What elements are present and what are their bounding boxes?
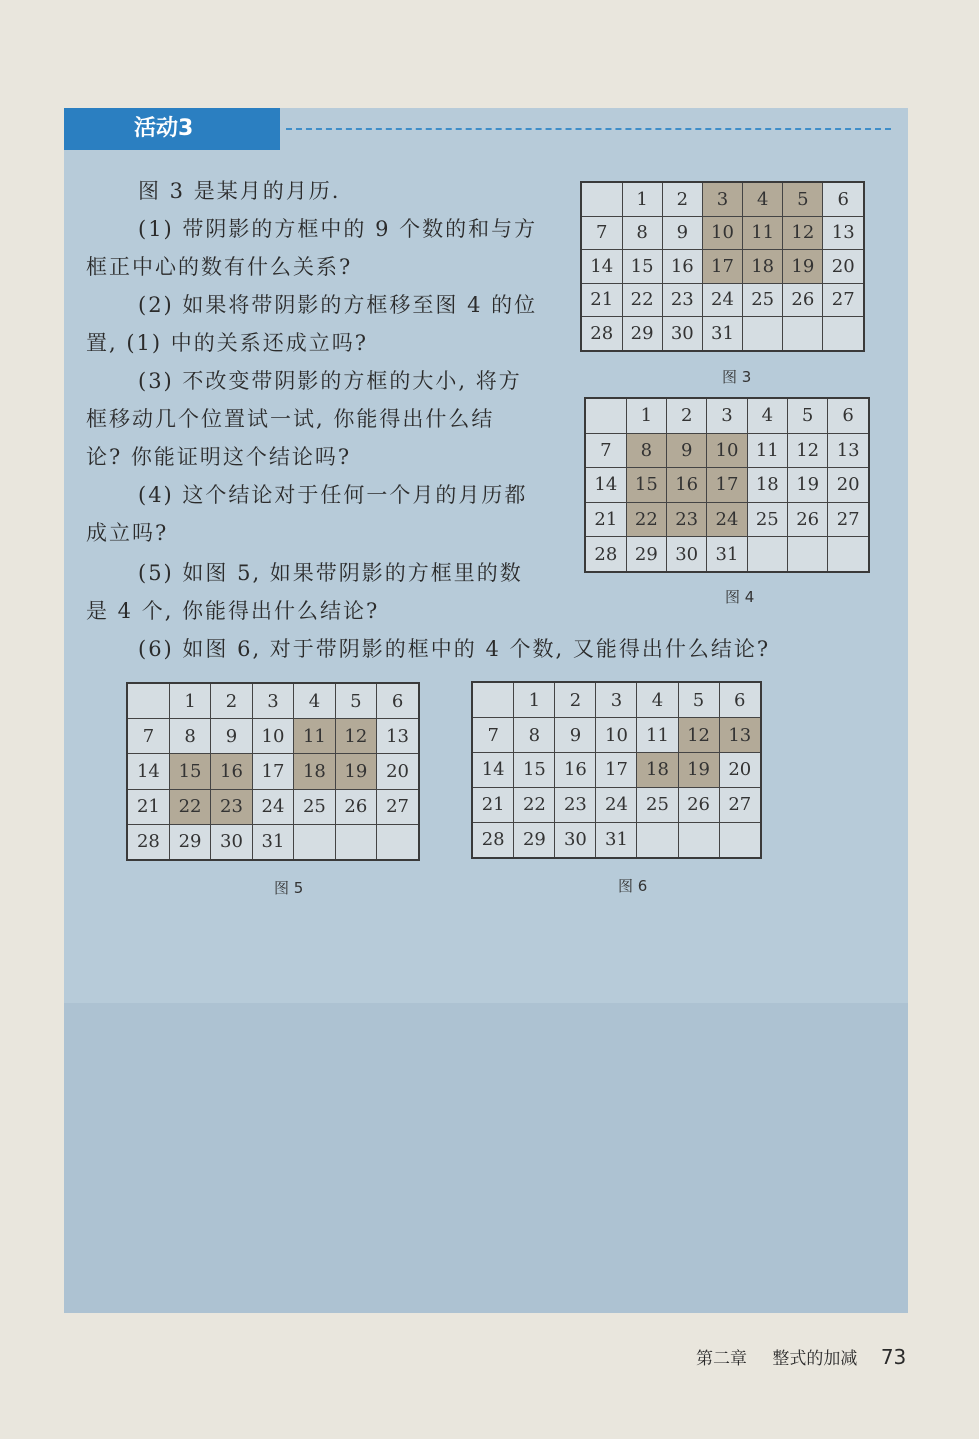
calendar-empty-cell [335, 824, 376, 860]
calendar-day-cell: 15 [626, 468, 666, 502]
calendar-row [581, 250, 864, 283]
calendar-day-cell: 23 [667, 502, 707, 536]
calendar-day-cell: 15 [514, 753, 555, 788]
text-q4-line2: 成立吗? [86, 521, 169, 545]
calendar-day-cell: 9 [211, 719, 252, 754]
calendar-day-cell: 28 [127, 824, 169, 860]
calendar-row [472, 718, 761, 753]
calendar-day-cell: 11 [637, 718, 678, 753]
header-divider [286, 128, 891, 130]
calendar-fig5 [126, 682, 420, 861]
calendar-day-cell: 25 [637, 787, 678, 822]
calendar-empty-cell [585, 398, 626, 433]
calendar-day-cell: 21 [127, 789, 169, 824]
calendar-day-cell: 12 [335, 719, 376, 754]
calendar-day-cell: 13 [719, 718, 761, 753]
caption-fig5: 图 5 [274, 879, 304, 897]
calendar-day-cell: 25 [294, 789, 335, 824]
calendar-empty-cell [743, 317, 783, 351]
text-q2-line1: (2) 如果将带阴影的方框移至图 4 的位 [138, 293, 538, 317]
calendar-day-cell: 25 [747, 502, 787, 536]
calendar-day-cell: 19 [787, 468, 827, 502]
calendar-day-cell: 2 [211, 683, 252, 719]
calendar-row [472, 753, 761, 788]
panel-lower-band [64, 1003, 908, 1313]
calendar-day-cell: 5 [787, 398, 827, 433]
calendar-empty-cell [294, 824, 335, 860]
calendar-day-cell: 31 [596, 822, 637, 858]
calendar-day-cell: 27 [823, 283, 864, 316]
calendar-day-cell: 6 [823, 182, 864, 216]
calendar-day-cell: 21 [472, 787, 514, 822]
calendar-day-cell: 2 [555, 682, 596, 718]
calendar-day-cell: 24 [252, 789, 293, 824]
text-q3-line3: 论? 你能证明这个结论吗? [86, 445, 352, 469]
calendar-day-cell: 13 [828, 433, 869, 467]
calendar-fig3 [580, 181, 865, 352]
calendar-day-cell: 4 [294, 683, 335, 719]
text-q3-line2: 框移动几个位置试一试, 你能得出什么结 [86, 407, 495, 431]
text-q2-line2: 置, (1) 中的关系还成立吗? [86, 331, 369, 355]
calendar-day-cell: 16 [555, 753, 596, 788]
activity-header [64, 108, 280, 150]
calendar-day-cell: 10 [252, 719, 293, 754]
calendar-day-cell: 31 [252, 824, 293, 860]
calendar-day-cell: 28 [472, 822, 514, 858]
calendar-day-cell: 15 [622, 250, 662, 283]
calendar-day-cell: 18 [294, 754, 335, 789]
calendar-day-cell: 11 [294, 719, 335, 754]
calendar-day-cell: 19 [678, 753, 719, 788]
calendar-day-cell: 9 [555, 718, 596, 753]
calendar-day-cell: 1 [514, 682, 555, 718]
calendar-day-cell: 18 [743, 250, 783, 283]
calendar-empty-cell [783, 317, 823, 351]
calendar-day-cell: 12 [787, 433, 827, 467]
calendar-day-cell: 17 [702, 250, 742, 283]
calendar-row [585, 433, 869, 467]
calendar-day-cell: 5 [783, 182, 823, 216]
calendar-day-cell: 14 [127, 754, 169, 789]
calendar-day-cell: 8 [514, 718, 555, 753]
calendar-row [581, 182, 864, 216]
calendar-day-cell: 31 [702, 317, 742, 351]
calendar-empty-cell [747, 537, 787, 572]
calendar-row [585, 537, 869, 572]
calendar-day-cell: 4 [743, 182, 783, 216]
calendar-row [127, 754, 419, 789]
text-q5-line2: 是 4 个, 你能得出什么结论? [86, 599, 380, 623]
calendar-day-cell: 29 [514, 822, 555, 858]
calendar-day-cell: 5 [678, 682, 719, 718]
calendar-day-cell: 14 [581, 250, 622, 283]
calendar-day-cell: 17 [707, 468, 747, 502]
calendar-day-cell: 17 [252, 754, 293, 789]
calendar-day-cell: 25 [743, 283, 783, 316]
calendar-row [581, 216, 864, 249]
footer-chapter: 第二章 [696, 1349, 747, 1369]
calendar-day-cell: 6 [719, 682, 761, 718]
calendar-day-cell: 30 [211, 824, 252, 860]
calendar-day-cell: 26 [783, 283, 823, 316]
text-q4-line1: (4) 这个结论对于任何一个月的月历都 [138, 483, 528, 507]
calendar-row [585, 502, 869, 536]
calendar-empty-cell [377, 824, 419, 860]
calendar-day-cell: 24 [702, 283, 742, 316]
calendar-day-cell: 26 [678, 787, 719, 822]
calendar-day-cell: 28 [581, 317, 622, 351]
calendar-day-cell: 20 [828, 468, 869, 502]
calendar-row [472, 787, 761, 822]
calendar-day-cell: 17 [596, 753, 637, 788]
calendar-day-cell: 29 [622, 317, 662, 351]
calendar-day-cell: 29 [169, 824, 210, 860]
calendar-day-cell: 6 [828, 398, 869, 433]
calendar-day-cell: 2 [662, 182, 702, 216]
calendar-day-cell: 27 [828, 502, 869, 536]
calendar-day-cell: 7 [581, 216, 622, 249]
calendar-day-cell: 22 [626, 502, 666, 536]
calendar-day-cell: 30 [662, 317, 702, 351]
calendar-day-cell: 14 [472, 753, 514, 788]
calendar-day-cell: 10 [707, 433, 747, 467]
calendar-day-cell: 8 [169, 719, 210, 754]
calendar-day-cell: 10 [596, 718, 637, 753]
calendar-row [585, 468, 869, 502]
calendar-row [127, 824, 419, 860]
calendar-day-cell: 22 [622, 283, 662, 316]
calendar-empty-cell [581, 182, 622, 216]
calendar-empty-cell [719, 822, 761, 858]
calendar-empty-cell [828, 537, 869, 572]
calendar-fig6 [471, 681, 762, 859]
calendar-day-cell: 10 [702, 216, 742, 249]
calendar-day-cell: 5 [335, 683, 376, 719]
calendar-row [127, 683, 419, 719]
calendar-day-cell: 7 [472, 718, 514, 753]
calendar-day-cell: 2 [667, 398, 707, 433]
calendar-row [585, 398, 869, 433]
calendar-day-cell: 21 [581, 283, 622, 316]
calendar-day-cell: 29 [626, 537, 666, 572]
page-number: 73 [880, 1345, 907, 1369]
calendar-day-cell: 19 [335, 754, 376, 789]
calendar-day-cell: 26 [335, 789, 376, 824]
calendar-day-cell: 1 [622, 182, 662, 216]
caption-fig6: 图 6 [618, 877, 648, 895]
calendar-day-cell: 22 [169, 789, 210, 824]
calendar-row [472, 682, 761, 718]
calendar-day-cell: 11 [747, 433, 787, 467]
calendar-day-cell: 24 [707, 502, 747, 536]
calendar-day-cell: 3 [596, 682, 637, 718]
text-intro: 图 3 是某月的月历. [138, 179, 341, 203]
calendar-empty-cell [787, 537, 827, 572]
calendar-day-cell: 13 [823, 216, 864, 249]
calendar-day-cell: 30 [667, 537, 707, 572]
calendar-day-cell: 26 [787, 502, 827, 536]
calendar-day-cell: 8 [622, 216, 662, 249]
calendar-empty-cell [637, 822, 678, 858]
calendar-day-cell: 14 [585, 468, 626, 502]
page-footer [696, 1344, 906, 1369]
calendar-day-cell: 16 [667, 468, 707, 502]
calendar-fig4 [584, 397, 870, 573]
calendar-empty-cell [678, 822, 719, 858]
calendar-day-cell: 30 [555, 822, 596, 858]
calendar-day-cell: 6 [377, 683, 419, 719]
caption-fig4: 图 4 [725, 588, 755, 606]
calendar-day-cell: 20 [377, 754, 419, 789]
text-q5-line1: (5) 如图 5, 如果带阴影的方框里的数 [138, 561, 523, 585]
calendar-day-cell: 7 [127, 719, 169, 754]
calendar-day-cell: 18 [637, 753, 678, 788]
text-q6: (6) 如图 6, 对于带阴影的框中的 4 个数, 又能得出什么结论? [138, 637, 771, 661]
calendar-day-cell: 4 [637, 682, 678, 718]
calendar-day-cell: 31 [707, 537, 747, 572]
footer-title: 整式的加减 [772, 1349, 858, 1369]
calendar-empty-cell [472, 682, 514, 718]
calendar-day-cell: 11 [743, 216, 783, 249]
calendar-empty-cell [127, 683, 169, 719]
calendar-day-cell: 1 [169, 683, 210, 719]
calendar-day-cell: 3 [702, 182, 742, 216]
calendar-empty-cell [823, 317, 864, 351]
text-q1-line2: 框正中心的数有什么关系? [86, 255, 353, 279]
calendar-row [472, 822, 761, 858]
calendar-day-cell: 8 [626, 433, 666, 467]
calendar-day-cell: 9 [667, 433, 707, 467]
text-q1-line1: (1) 带阴影的方框中的 9 个数的和与方 [138, 217, 538, 241]
text-q3-line1: (3) 不改变带阴影的方框的大小, 将方 [138, 369, 522, 393]
calendar-day-cell: 19 [783, 250, 823, 283]
calendar-row [581, 283, 864, 316]
calendar-day-cell: 12 [783, 216, 823, 249]
calendar-day-cell: 3 [252, 683, 293, 719]
calendar-day-cell: 23 [211, 789, 252, 824]
calendar-day-cell: 4 [747, 398, 787, 433]
calendar-row [581, 317, 864, 351]
calendar-day-cell: 27 [719, 787, 761, 822]
caption-fig3: 图 3 [722, 368, 752, 386]
calendar-day-cell: 12 [678, 718, 719, 753]
calendar-day-cell: 13 [377, 719, 419, 754]
calendar-day-cell: 18 [747, 468, 787, 502]
calendar-day-cell: 1 [626, 398, 666, 433]
calendar-day-cell: 23 [662, 283, 702, 316]
activity-label: 活动3 [134, 116, 194, 141]
calendar-day-cell: 23 [555, 787, 596, 822]
calendar-day-cell: 3 [707, 398, 747, 433]
calendar-day-cell: 21 [585, 502, 626, 536]
calendar-day-cell: 28 [585, 537, 626, 572]
calendar-day-cell: 22 [514, 787, 555, 822]
calendar-day-cell: 27 [377, 789, 419, 824]
calendar-day-cell: 16 [211, 754, 252, 789]
calendar-day-cell: 15 [169, 754, 210, 789]
calendar-day-cell: 7 [585, 433, 626, 467]
calendar-row [127, 789, 419, 824]
calendar-day-cell: 24 [596, 787, 637, 822]
calendar-day-cell: 20 [823, 250, 864, 283]
calendar-row [127, 719, 419, 754]
calendar-day-cell: 20 [719, 753, 761, 788]
calendar-day-cell: 16 [662, 250, 702, 283]
calendar-day-cell: 9 [662, 216, 702, 249]
